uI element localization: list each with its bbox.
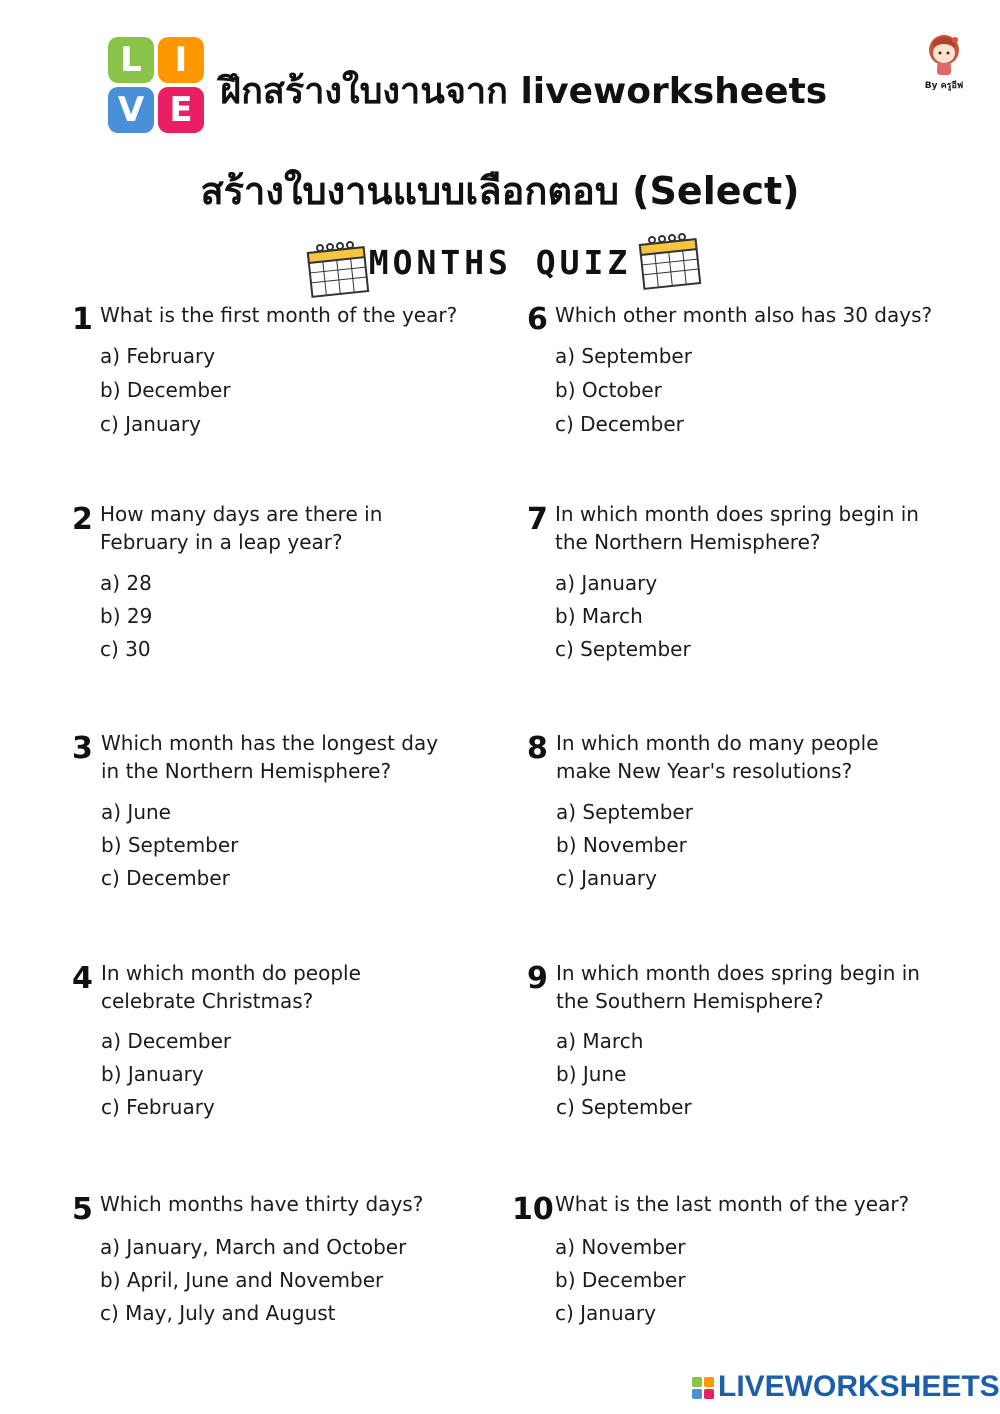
question-6-option-c[interactable]: c) December bbox=[555, 412, 684, 436]
question-3-text: Which month has the longest day in the Northern Hemisphere? bbox=[101, 731, 439, 783]
question-6-number: 6 bbox=[527, 302, 548, 337]
question-3-option-c[interactable]: c) December bbox=[101, 866, 230, 890]
question-4-number: 4 bbox=[72, 961, 93, 996]
question-7-number: 7 bbox=[527, 502, 548, 537]
question-7-option-c[interactable]: c) September bbox=[555, 637, 691, 661]
question-9-option-c[interactable]: c) September bbox=[556, 1095, 692, 1119]
question-5-option-a[interactable]: a) January, March and October bbox=[100, 1235, 407, 1259]
question-2-option-c[interactable]: c) 30 bbox=[100, 637, 151, 661]
author-label: By ครูอีฟ bbox=[924, 81, 964, 91]
question-6-option-b[interactable]: b) October bbox=[555, 378, 662, 402]
question-10-option-a[interactable]: a) November bbox=[555, 1235, 686, 1259]
question-10-option-c[interactable]: c) January bbox=[555, 1301, 656, 1325]
question-2-option-a[interactable]: a) 28 bbox=[100, 571, 152, 595]
footer-live-logo bbox=[692, 1377, 714, 1399]
logo-tile-l: L bbox=[108, 37, 154, 83]
question-2-number: 2 bbox=[72, 502, 93, 537]
question-1-number: 1 bbox=[72, 302, 93, 337]
calendar-icon bbox=[638, 232, 706, 290]
logo-tile-i: I bbox=[158, 37, 204, 83]
logo-tile-e: E bbox=[158, 87, 204, 133]
main-title: สร้างใบงานแบบเลือกตอบ (Select) bbox=[200, 169, 800, 213]
question-6-option-a[interactable]: a) September bbox=[555, 344, 692, 368]
question-6-text: Which other month also has 30 days? bbox=[555, 303, 933, 327]
question-5-text: Which months have thirty days? bbox=[100, 1192, 424, 1216]
quiz-title: MONTHS QUIZ bbox=[368, 243, 632, 282]
question-8-option-b[interactable]: b) November bbox=[556, 833, 687, 857]
question-7-option-b[interactable]: b) March bbox=[555, 604, 643, 628]
question-8-number: 8 bbox=[527, 731, 548, 766]
question-3-option-a[interactable]: a) June bbox=[101, 800, 171, 824]
question-5-option-b[interactable]: b) April, June and November bbox=[100, 1268, 384, 1292]
question-4-option-a[interactable]: a) December bbox=[101, 1029, 232, 1053]
question-5-number: 5 bbox=[72, 1192, 93, 1227]
question-1-text: What is the first month of the year? bbox=[100, 303, 458, 327]
question-8-option-c[interactable]: c) January bbox=[556, 866, 657, 890]
question-10-number: 10 bbox=[512, 1192, 554, 1227]
question-8-text: In which month do many people make New Year's resolutions? bbox=[556, 731, 879, 783]
question-8-option-a[interactable]: a) September bbox=[556, 800, 693, 824]
question-4-option-c[interactable]: c) February bbox=[101, 1095, 215, 1119]
question-10-text: What is the last month of the year? bbox=[555, 1192, 910, 1216]
question-2-option-b[interactable]: b) 29 bbox=[100, 604, 153, 628]
question-9-option-b[interactable]: b) June bbox=[556, 1062, 627, 1086]
question-1-option-b[interactable]: b) December bbox=[100, 378, 231, 402]
question-1-option-a[interactable]: a) February bbox=[100, 344, 216, 368]
live-logo bbox=[108, 37, 204, 133]
footer-brand: LIVEWORKSHEETS bbox=[718, 1370, 1000, 1403]
question-9-text: In which month does spring begin in the Southern Hemisphere? bbox=[556, 961, 920, 1013]
question-7-text: In which month does spring begin in the Northern Hemisphere? bbox=[555, 502, 919, 554]
question-2-text: How many days are there in February in a leap year? bbox=[100, 502, 383, 554]
question-4-option-b[interactable]: b) January bbox=[101, 1062, 204, 1086]
question-5-option-c[interactable]: c) May, July and August bbox=[100, 1301, 336, 1325]
question-3-option-b[interactable]: b) September bbox=[101, 833, 239, 857]
question-9-number: 9 bbox=[527, 961, 548, 996]
question-3-number: 3 bbox=[72, 731, 93, 766]
question-4-text: In which month do people celebrate Christmas? bbox=[101, 961, 361, 1013]
header-title: ฝึกสร้างใบงานจาก liveworksheets bbox=[220, 71, 828, 112]
question-9-option-a[interactable]: a) March bbox=[556, 1029, 644, 1053]
question-1-option-c[interactable]: c) January bbox=[100, 412, 201, 436]
question-7-option-a[interactable]: a) January bbox=[555, 571, 658, 595]
logo-tile-v: V bbox=[108, 87, 154, 133]
question-10-option-b[interactable]: b) December bbox=[555, 1268, 686, 1292]
